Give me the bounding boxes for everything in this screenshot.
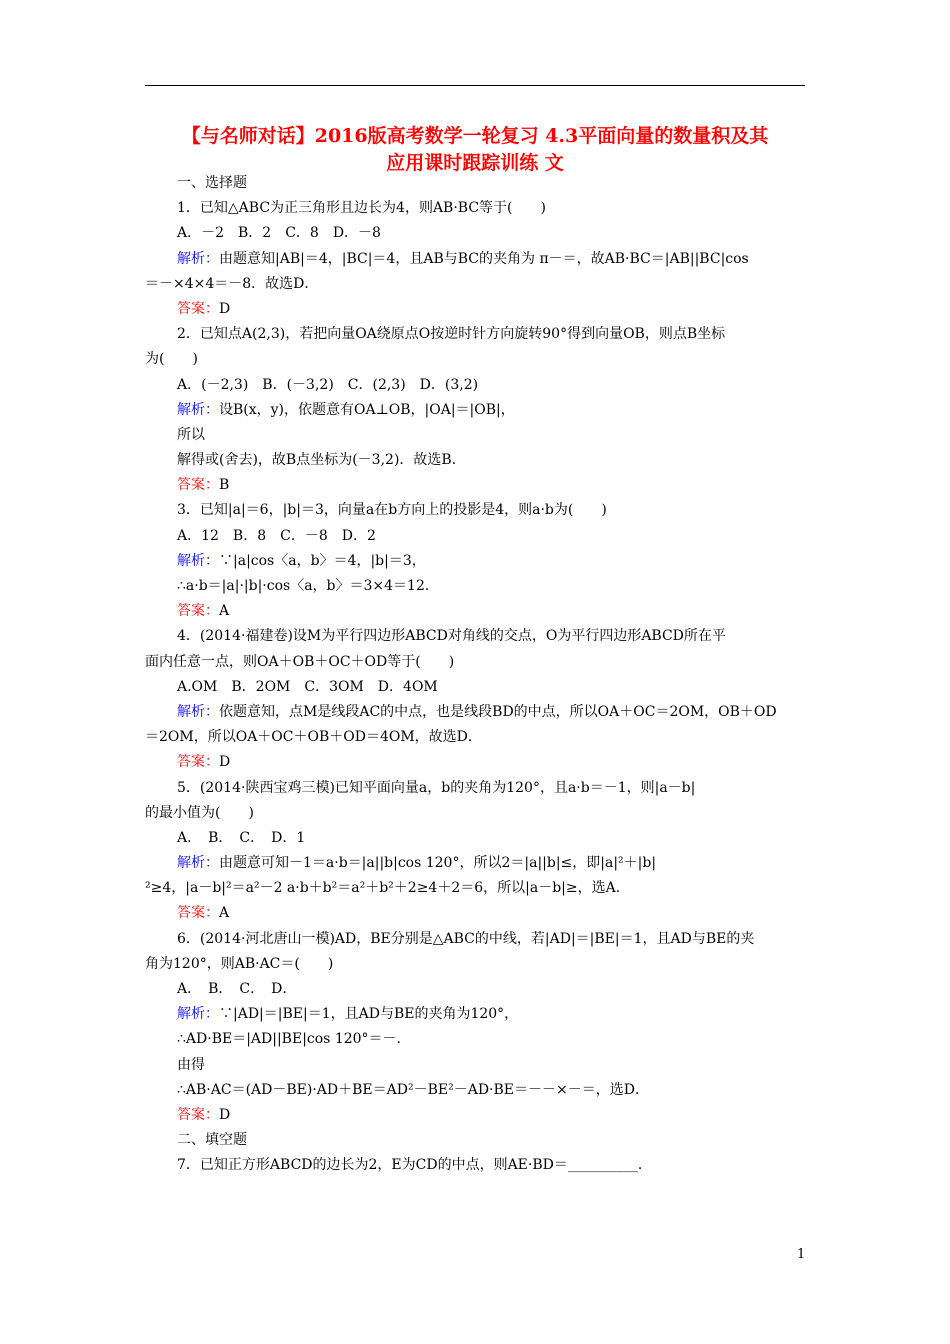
answer-label: 答案： (177, 754, 219, 771)
q6-options: A． B． C． D． (177, 981, 297, 997)
q5-solution-line-1: 解析：由题意可知－1＝a·b＝|a||b|cos 120°，所以2＝|a||b|≤，即|a|²＋|b| (177, 855, 657, 872)
q6-solution-line-1: 解析：∵|AD|＝|BE|＝1，且AD与BE的夹角为120°， (177, 1006, 519, 1023)
section-heading-fill: 二、填空题 (177, 1132, 247, 1149)
answer-label: 答案： (177, 300, 219, 317)
answer-label: 答案： (177, 905, 219, 922)
q3-answer: 答案：A (177, 603, 230, 620)
q1-answer: 答案：D (177, 300, 231, 317)
solution-label: 解析： (177, 250, 219, 267)
q1-stem: 1．已知△ABC为正三角形且边长为4，则AB·BC等于( ) (177, 200, 546, 217)
q6-answer: 答案：D (177, 1106, 231, 1123)
title-line-2: 应用课时跟踪训练 文 (386, 152, 564, 174)
q4-options: A.OM B．2OM C．3OM D．4OM (177, 678, 438, 695)
q4-stem-line-2: 面内任意一点，则OA＋OB＋OC＋OD等于( ) (145, 653, 455, 670)
q3-stem: 3．已知|a|＝6，|b|＝3，向量a在b方向上的投影是4，则a·b为( ) (177, 502, 607, 519)
page-number: 1 (797, 1247, 806, 1262)
q6-stem-line-2: 角为120°，则AB·AC＝( ) (145, 955, 334, 972)
q3-options: A．12 B．8 C．－8 D．2 (177, 527, 376, 544)
section-heading-choice: 一、选择题 (177, 175, 247, 191)
header-rule (145, 85, 805, 86)
answer-label: 答案： (177, 603, 219, 620)
q4-answer: 答案：D (177, 754, 231, 771)
q3-solution-line-1: 解析：∵|a|cos〈a，b〉＝4，|b|＝3， (177, 552, 426, 569)
solution-label: 解析： (177, 1006, 219, 1023)
q2-solution-line-2: 所以 (177, 426, 205, 443)
q5-solution-line-2: ²≥4，|a－b|²＝a²－2 a·b＋b²＝a²＋b²＋2≥4＋2＝6，所以|a－b|≥，选A. (145, 880, 621, 897)
solution-label: 解析： (177, 855, 219, 872)
q6-solution-line-4: ∴AB·AC＝(AD－BE)·AD＋BE＝AD²－BE²－AD·BE＝－－×－＝，选D． (177, 1081, 649, 1098)
q5-answer: 答案：A (177, 905, 230, 922)
q1-options: A．－2 B．2 C．8 D．－8 (177, 225, 381, 242)
q4-solution-line-2: ＝2OM，所以OA＋OC＋OB＋OD＝4OM，故选D． (145, 729, 482, 746)
q1-solution-line-2: ＝－×4×4＝－8．故选D． (145, 275, 319, 292)
answer-label: 答案： (177, 1106, 219, 1123)
q1-solution-line-1: 解析：由题意知|AB|＝4，|BC|＝4，且AB与BC的夹角为 π－＝，故AB·BC＝|AB||BC|cos (177, 250, 749, 267)
q2-stem-line-1: 2．已知点A(2,3)，若把向量OA绕原点O按逆时针方向旋转90°得到向量OB，则点B坐标 (177, 326, 726, 343)
q2-solution-line-3: 解得或(舍去)，故B点坐标为(－3,2)．故选B． (177, 452, 466, 469)
q4-solution-line-1: 解析：依题意知，点M是线段AC的中点，也是线段BD的中点，所以OA＋OC＝2OM，OB＋OD (177, 703, 777, 720)
q2-stem-line-2: 为( ) (145, 351, 198, 368)
q5-options: A． B． C． D．1 (177, 829, 306, 846)
q3-solution-line-2: ∴a·b＝|a|·|b|·cos〈a，b〉＝3×4＝12． (177, 578, 439, 594)
q2-answer: 答案：B (177, 477, 230, 494)
q5-stem-line-1: 5．(2014·陕西宝鸡三模)已知平面向量a，b的夹角为120°，且a·b＝－1，则|a－b| (177, 779, 696, 796)
document-body (145, 171, 810, 1179)
q2-options: A．(－2,3) B．(－3,2) C．(2,3) D．(3,2) (177, 376, 479, 393)
q6-solution-line-2: ∴AD·BE＝|AD||BE|cos 120°＝－. (177, 1031, 401, 1048)
document-title (145, 123, 805, 177)
q5-stem-line-2: 的最小值为( ) (145, 804, 254, 821)
answer-label: 答案： (177, 477, 219, 494)
title-line-1: 【与名师对话】2016版高考数学一轮复习 4.3平面向量的数量积及其 (181, 125, 769, 147)
solution-label: 解析： (177, 703, 219, 720)
solution-label: 解析： (177, 401, 219, 418)
solution-label: 解析： (177, 552, 219, 569)
q6-solution-line-3: 由得 (177, 1056, 205, 1073)
q7-stem: 7．已知正方形ABCD的边长为2，E为CD的中点，则AE·BD＝__________． (177, 1157, 652, 1174)
q6-stem-line-1: 6．(2014·河北唐山一模)AD，BE分别是△ABC的中线，若|AD|＝|BE|＝1，且AD与BE的夹 (177, 930, 755, 947)
q2-solution-line-1: 解析：设B(x，y)，依题意有OA⊥OB，|OA|＝|OB|， (177, 401, 515, 418)
q4-stem-line-1: 4．(2014·福建卷)设M为平行四边形ABCD对角线的交点，O为平行四边形ABCD所在平 (177, 628, 726, 645)
